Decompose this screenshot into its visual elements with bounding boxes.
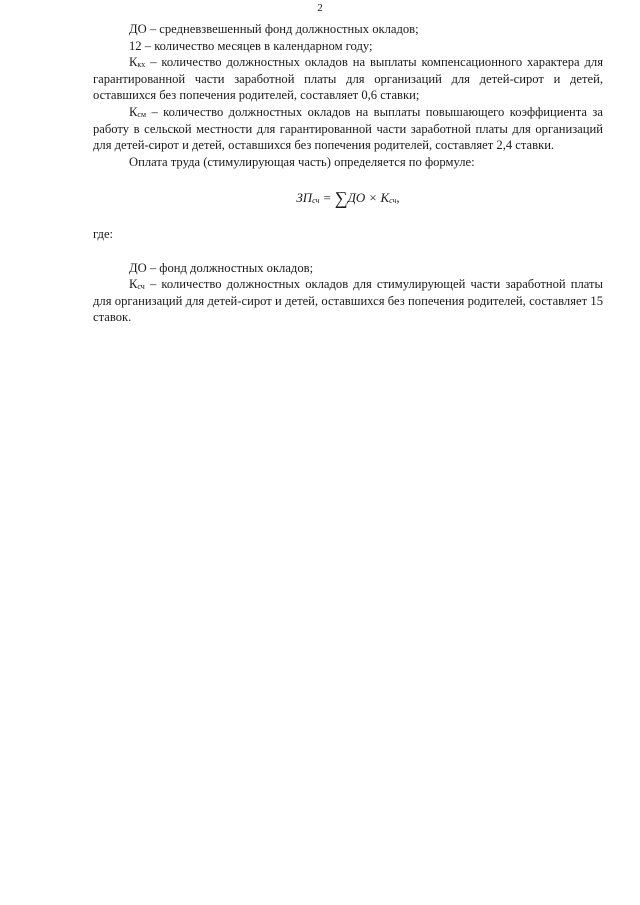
paragraph-text: ДО – фонд должностных окладов;	[129, 260, 314, 275]
paragraph-do-definition	[93, 21, 603, 38]
paragraph-text: – количество должностных окладов на выплаты компенсационного характера для гарантированной части заработной платы для организаций для детей-сирот и детей, оставшихся без попечения родителей, составляет 0,6 ставки;	[93, 55, 603, 103]
paragraph-text: Оплата труда (стимулирующая часть) определяется по формуле:	[129, 154, 475, 169]
paragraph-text: – количество должностных окладов на выплаты повышающего коэффициента за работу в сельской местности для гарантированной части заработной платы для организаций для детей-сирот и детей, оставшихся без попечения родителей, составляет 2,4 ставки.	[93, 104, 603, 153]
paragraph-kkh-definition	[93, 54, 603, 104]
document-body	[93, 21, 603, 326]
where-text: где:	[93, 227, 114, 242]
formula-tail: ,	[396, 190, 400, 206]
formula-rhs: ДО × К	[347, 190, 390, 206]
spacer	[93, 243, 603, 260]
coefficient-subscript: кх	[137, 60, 146, 70]
coefficient-symbol: К	[129, 55, 138, 70]
sum-symbol: ∑	[334, 188, 348, 209]
where-label	[93, 226, 603, 243]
formula-lhs-subscript: сч	[312, 196, 320, 206]
coefficient-subscript: сч	[137, 282, 145, 292]
paragraph-text: – количество должностных окладов для стимулирующей части заработной платы для организаций для детей-сирот и детей, оставшихся без попечения родителей, составляет 15 ставок.	[93, 277, 603, 325]
paragraph-text: ДО – средневзвешенный фонд должностных окладов;	[129, 22, 419, 36]
formula-lhs: ЗП	[296, 190, 313, 206]
paragraph-ksm-definition	[93, 104, 603, 154]
formula-rhs-subscript: сч	[389, 196, 397, 206]
page-number: 2	[317, 2, 323, 14]
coefficient-symbol: К	[129, 277, 138, 292]
paragraph-text: 12 – количество месяцев в календарном году;	[129, 38, 373, 53]
coefficient-subscript: см	[137, 109, 147, 119]
paragraph-months-definition	[93, 38, 603, 55]
paragraph-do-fund-definition	[93, 260, 603, 277]
paragraph-ksch-definition	[93, 276, 603, 326]
formula-equals: =	[319, 190, 335, 206]
coefficient-symbol: К	[129, 104, 138, 119]
paragraph-formula-intro	[93, 154, 603, 171]
stimulating-pay-formula	[93, 187, 603, 209]
